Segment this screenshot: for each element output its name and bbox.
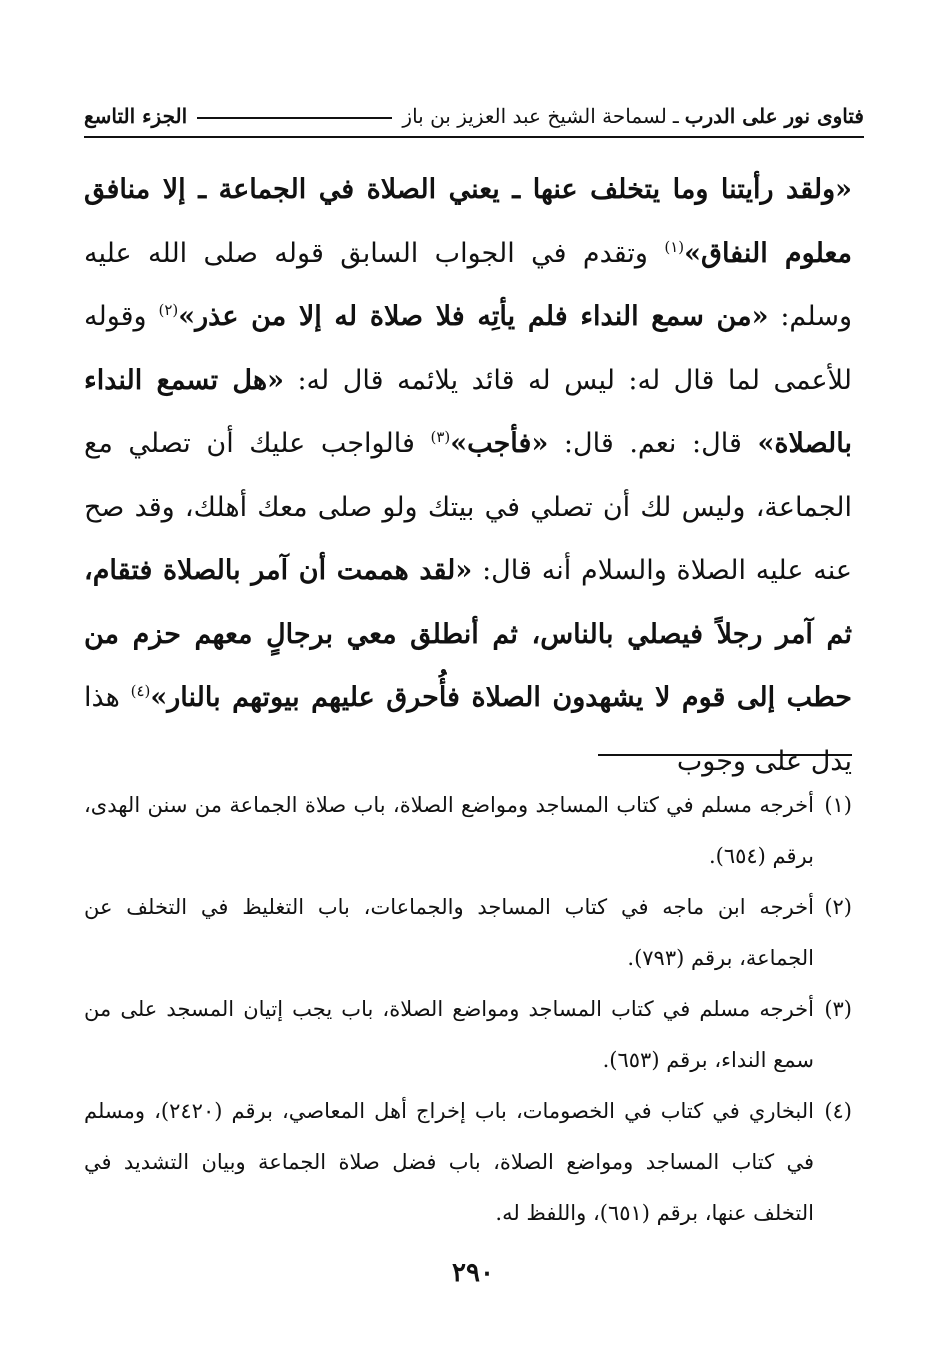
hadith-quote: «من سمع النداء فلم يأتِه فلا صلاة له إلا من عذر» bbox=[178, 301, 769, 332]
footnote-ref[interactable]: (٤) bbox=[130, 682, 151, 700]
footnote-ref[interactable]: (٢) bbox=[158, 301, 179, 319]
hadith-quote: «لقد هممت أن آمر بالصلاة فتقام، ثم آمر رجلاً فيصلي بالناس، ثم أنطلق معي برجالٍ معهم حزم من حطب إلى قوم لا يشهدون الصلاة فأُحرق عليهم بيوتهم بالنار» bbox=[84, 555, 853, 713]
body-text: وقوله للأعمى لما قال له: ليس له قائد يلائمه قال له: bbox=[84, 301, 853, 396]
footnote-number: (٤) bbox=[824, 1099, 852, 1123]
footnote-text: أخرجه ابن ماجه في كتاب المساجد والجماعات، باب التغليظ في التخلف عن الجماعة، برقم (٧٩٣). bbox=[84, 895, 814, 970]
footnote-text: أخرجه مسلم في كتاب المساجد ومواضع الصلاة، باب يجب إتيان المسجد على من سمع النداء، برقم (٦٥٣). bbox=[84, 997, 814, 1072]
body-text: قال: نعم. قال: bbox=[548, 428, 758, 459]
header-rule bbox=[197, 117, 392, 119]
footnote-item bbox=[84, 780, 852, 882]
hadith-quote: «ولقد رأيتنا وما يتخلف عنها ـ يعني الصلاة في الجماعة ـ إلا منافق معلوم النفاق» bbox=[84, 174, 852, 269]
body-text: وتقدم في الجواب السابق قوله صلى الله عليه وسلم: bbox=[84, 237, 852, 332]
volume-title: الجزء التاسع bbox=[84, 104, 188, 128]
footnote-item bbox=[84, 984, 852, 1086]
main-paragraph bbox=[84, 158, 852, 793]
footnote-text: البخاري في كتاب في الخصومات، باب إخراج أهل المعاصي، برقم (٢٤٢٠)، ومسلم في كتاب المساجد ومواضع الصلاة، باب فضل صلاة الجماعة وبيان التشديد في التخلف عنها، برقم (٦٥١)، واللفظ له. bbox=[84, 1099, 814, 1225]
hadith-quote: «فأجب» bbox=[450, 428, 549, 459]
footnote-divider bbox=[598, 754, 852, 756]
footnote-ref[interactable]: (١) bbox=[664, 237, 685, 256]
hadith-quote: «هل تسمع النداء بالصلاة» bbox=[84, 364, 852, 459]
body-text: فالواجب عليك أن تصلي مع الجماعة، وليس لك أن تصلي في بيتك ولو صلى معك أهلك، وقد صح عنه عليه الصلاة والسلام أنه قال: bbox=[84, 428, 852, 586]
footnote-item bbox=[84, 1086, 852, 1239]
footnote-number: (١) bbox=[824, 793, 852, 817]
running-header bbox=[84, 96, 864, 138]
body-text: هذا يدل على وجوب bbox=[84, 682, 852, 777]
footnote-ref[interactable]: (٣) bbox=[430, 428, 451, 446]
header-separator: ـ bbox=[672, 104, 679, 128]
footnote-text: أخرجه مسلم في كتاب المساجد ومواضع الصلاة، باب صلاة الجماعة من سنن الهدى، برقم (٦٥٤). bbox=[84, 793, 814, 868]
author-line: لسماحة الشيخ عبد العزيز بن باز bbox=[402, 104, 667, 128]
footnote-number: (٣) bbox=[824, 997, 852, 1021]
page-number: ٢٩٠ bbox=[452, 1258, 494, 1288]
book-title: فتاوى نور على الدرب bbox=[684, 104, 864, 128]
footnote-number: (٢) bbox=[824, 895, 852, 919]
footnotes-section bbox=[84, 780, 852, 1239]
footnote-item bbox=[84, 882, 852, 984]
